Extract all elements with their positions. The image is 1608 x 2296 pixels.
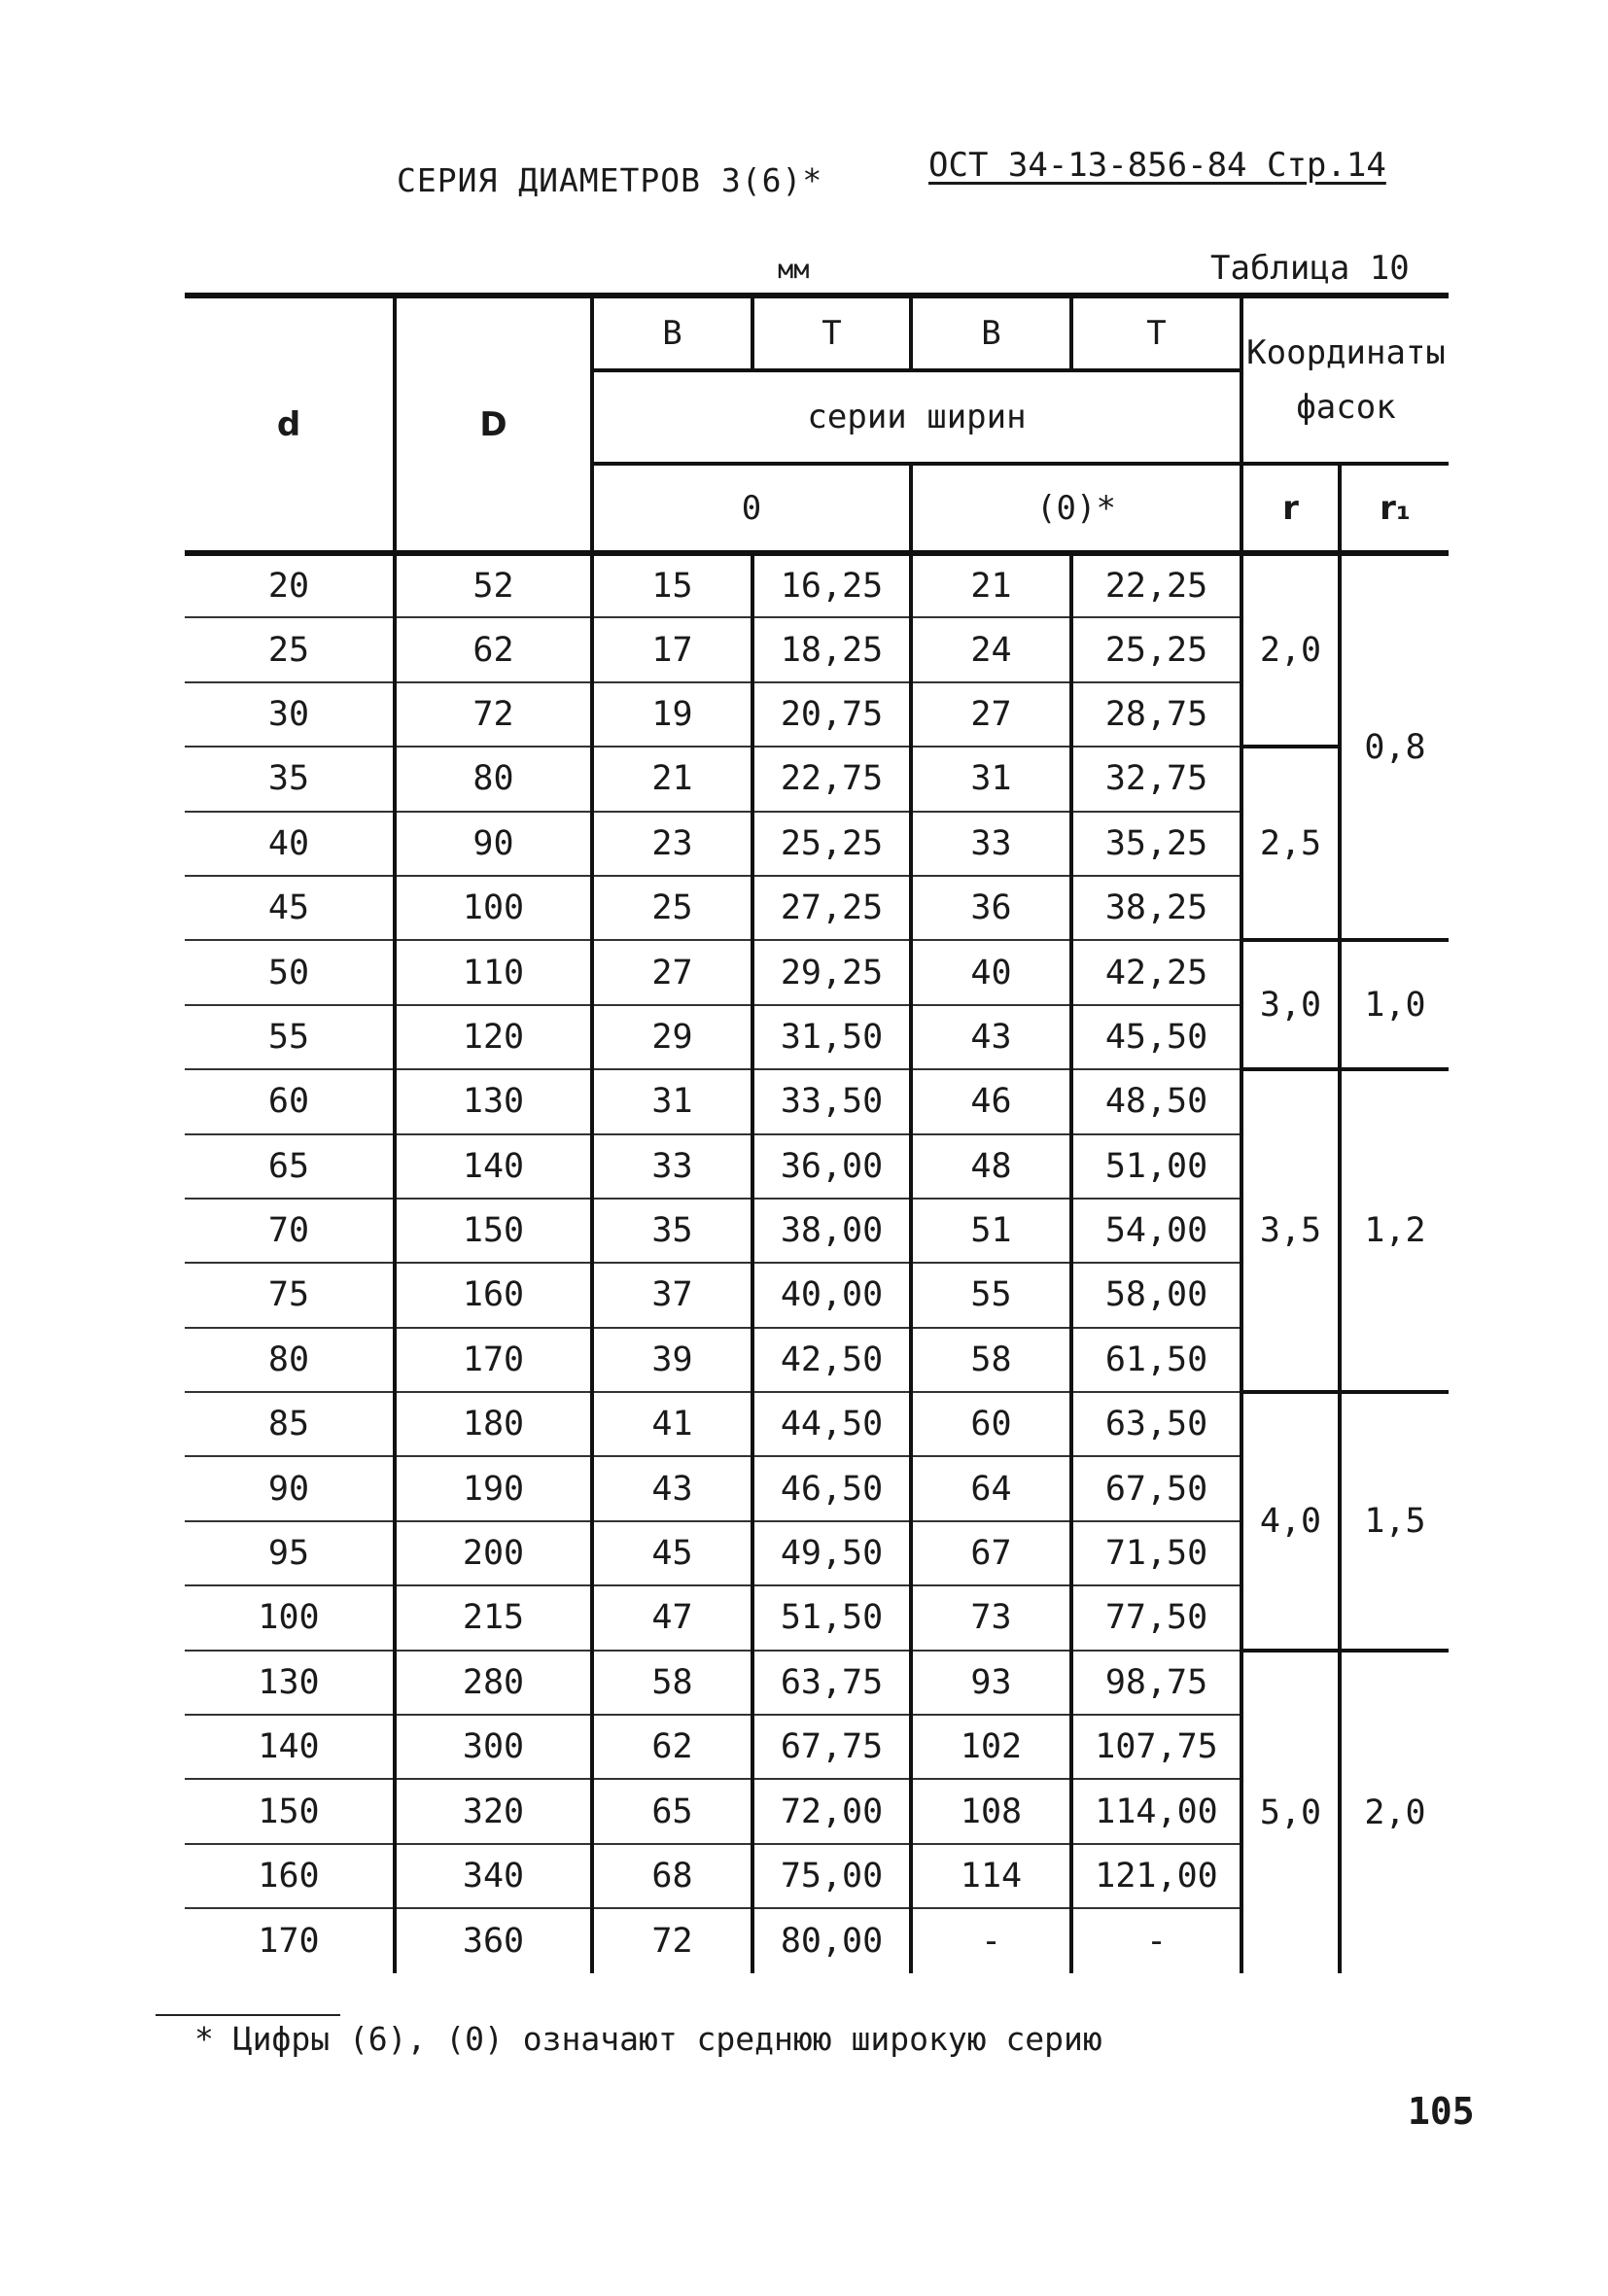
- page-number: 105: [1408, 2090, 1475, 2133]
- dimensions-table: [185, 293, 1449, 1973]
- cell-b2: 36: [911, 876, 1071, 940]
- cell-t1: 75,00: [752, 1844, 911, 1908]
- cell-t1: 42,50: [752, 1328, 911, 1392]
- cell-t2: 22,25: [1071, 553, 1241, 617]
- cell-b2: 64: [911, 1456, 1071, 1520]
- cell-b1: 43: [592, 1456, 752, 1520]
- table-row: [185, 940, 1449, 1004]
- cell-b2: 51: [911, 1199, 1071, 1263]
- cell-t2: 71,50: [1071, 1521, 1241, 1585]
- cell-d: 40: [185, 812, 395, 876]
- cell-d: 50: [185, 940, 395, 1004]
- footnote-rule: [156, 2014, 340, 2016]
- header-width-series: серии ширин: [592, 370, 1241, 464]
- cell-d: 215: [395, 1585, 592, 1650]
- cell-d: 80: [185, 1328, 395, 1392]
- series-title: СЕРИЯ ДИАМЕТРОВ 3(6)*: [397, 161, 823, 199]
- cell-d: 140: [185, 1715, 395, 1779]
- cell-t1: 63,75: [752, 1651, 911, 1715]
- cell-b1: 23: [592, 812, 752, 876]
- cell-t1: 67,75: [752, 1715, 911, 1779]
- cell-d: 45: [185, 876, 395, 940]
- table-row: [185, 1069, 1449, 1133]
- cell-b2: 108: [911, 1779, 1071, 1843]
- header-t1: T: [752, 296, 911, 370]
- header-coord-line2: фасок: [1296, 388, 1396, 427]
- table-body: [185, 553, 1449, 1973]
- header-d: d: [185, 296, 395, 553]
- cell-b2: 48: [911, 1134, 1071, 1199]
- cell-t2: 58,00: [1071, 1263, 1241, 1327]
- cell-t1: 27,25: [752, 876, 911, 940]
- cell-r1: 1,2: [1340, 1069, 1449, 1392]
- cell-b2: 67: [911, 1521, 1071, 1585]
- cell-r: 4,0: [1241, 1392, 1340, 1651]
- cell-r: 5,0: [1241, 1651, 1340, 1973]
- cell-d: 180: [395, 1392, 592, 1456]
- cell-d: 25: [185, 617, 395, 681]
- cell-t2: 114,00: [1071, 1779, 1241, 1843]
- table-row: [185, 1392, 1449, 1456]
- cell-b2: 93: [911, 1651, 1071, 1715]
- cell-r1: 2,0: [1340, 1651, 1449, 1973]
- cell-d: 150: [395, 1199, 592, 1263]
- cell-d: 35: [185, 747, 395, 811]
- cell-t1: 49,50: [752, 1521, 911, 1585]
- cell-b1: 25: [592, 876, 752, 940]
- cell-t1: 72,00: [752, 1779, 911, 1843]
- cell-d: 360: [395, 1908, 592, 1972]
- header-r: r: [1241, 464, 1340, 553]
- cell-t1: 29,25: [752, 940, 911, 1004]
- cell-t2: -: [1071, 1908, 1241, 1972]
- cell-b1: 19: [592, 682, 752, 747]
- header-b2: B: [911, 296, 1071, 370]
- cell-d: 70: [185, 1199, 395, 1263]
- header-r1: r₁: [1340, 464, 1449, 553]
- cell-b2: 60: [911, 1392, 1071, 1456]
- cell-r: 3,5: [1241, 1069, 1340, 1392]
- cell-d: 130: [395, 1069, 592, 1133]
- header-t2: T: [1071, 296, 1241, 370]
- cell-t1: 22,75: [752, 747, 911, 811]
- cell-b1: 39: [592, 1328, 752, 1392]
- cell-d: 90: [185, 1456, 395, 1520]
- cell-b2: 114: [911, 1844, 1071, 1908]
- cell-t1: 18,25: [752, 617, 911, 681]
- cell-b2: 55: [911, 1263, 1071, 1327]
- cell-t2: 51,00: [1071, 1134, 1241, 1199]
- cell-d: 340: [395, 1844, 592, 1908]
- cell-d: 130: [185, 1651, 395, 1715]
- cell-b1: 37: [592, 1263, 752, 1327]
- cell-t1: 33,50: [752, 1069, 911, 1133]
- table-row: [185, 553, 1449, 617]
- cell-t2: 61,50: [1071, 1328, 1241, 1392]
- cell-b2: -: [911, 1908, 1071, 1972]
- header-D: D: [395, 296, 592, 553]
- cell-b1: 15: [592, 553, 752, 617]
- cell-d: 60: [185, 1069, 395, 1133]
- cell-b1: 33: [592, 1134, 752, 1199]
- header-series-0-star: (0)*: [911, 464, 1241, 553]
- cell-t2: 98,75: [1071, 1651, 1241, 1715]
- cell-t1: 44,50: [752, 1392, 911, 1456]
- cell-t1: 46,50: [752, 1456, 911, 1520]
- cell-d: 140: [395, 1134, 592, 1199]
- cell-d: 95: [185, 1521, 395, 1585]
- cell-t1: 80,00: [752, 1908, 911, 1972]
- cell-d: 30: [185, 682, 395, 747]
- cell-t2: 121,00: [1071, 1844, 1241, 1908]
- cell-b2: 40: [911, 940, 1071, 1004]
- footnote: * Цифры (6), (0) означают среднюю широкую серию: [194, 2020, 1102, 2058]
- cell-r1: 1,0: [1340, 940, 1449, 1069]
- cell-b1: 27: [592, 940, 752, 1004]
- cell-b2: 27: [911, 682, 1071, 747]
- cell-t1: 36,00: [752, 1134, 911, 1199]
- cell-t2: 63,50: [1071, 1392, 1241, 1456]
- cell-b2: 102: [911, 1715, 1071, 1779]
- cell-d: 170: [258, 1921, 320, 1961]
- cell-b2: 43: [911, 1005, 1071, 1069]
- cell-b1: 47: [592, 1585, 752, 1650]
- cell-t2: 67,50: [1071, 1456, 1241, 1520]
- cell-d: 120: [395, 1005, 592, 1069]
- cell-d: 65: [185, 1134, 395, 1199]
- cell-t2: 28,75: [1071, 682, 1241, 747]
- cell-t2: 77,50: [1071, 1585, 1241, 1650]
- header-b1: B: [592, 296, 752, 370]
- cell-b1: 65: [592, 1779, 752, 1843]
- cell-r: 2,0: [1241, 553, 1340, 747]
- cell-d: 72: [395, 682, 592, 747]
- cell-d: 85: [185, 1392, 395, 1456]
- cell-b2: 21: [911, 553, 1071, 617]
- header-coord-line1: Координаты: [1246, 333, 1446, 372]
- cell-r1: 0,8: [1340, 553, 1449, 940]
- cell-b1: 21: [592, 747, 752, 811]
- cell-b1: 35: [592, 1199, 752, 1263]
- cell-t2: 32,75: [1071, 747, 1241, 811]
- cell-b2: 24: [911, 617, 1071, 681]
- cell-t2: 38,25: [1071, 876, 1241, 940]
- cell-t1: 25,25: [752, 812, 911, 876]
- cell-d: 52: [395, 553, 592, 617]
- cell-b1: 31: [592, 1069, 752, 1133]
- cell-r: 2,5: [1241, 747, 1340, 940]
- cell-t1: 38,00: [752, 1199, 911, 1263]
- cell-t2: 42,25: [1071, 940, 1241, 1004]
- cell-d: 200: [395, 1521, 592, 1585]
- cell-d: 110: [395, 940, 592, 1004]
- table-row: [185, 747, 1449, 811]
- cell-d: 100: [395, 876, 592, 940]
- cell-t2: 107,75: [1071, 1715, 1241, 1779]
- header-series-0: 0: [592, 464, 911, 553]
- cell-b2: 46: [911, 1069, 1071, 1133]
- cell-t1: 20,75: [752, 682, 911, 747]
- cell-b2: 31: [911, 747, 1071, 811]
- cell-b1: 72: [592, 1908, 752, 1972]
- cell-b1: 62: [592, 1715, 752, 1779]
- table-label: Таблица 10: [1210, 249, 1410, 288]
- cell-t2: 35,25: [1071, 812, 1241, 876]
- table-row: [185, 1651, 1449, 1715]
- cell-t2: 25,25: [1071, 617, 1241, 681]
- standard-reference: ОСТ 34-13-856-84 Стр.14: [928, 146, 1386, 185]
- cell-b2: 33: [911, 812, 1071, 876]
- cell-d: 100: [185, 1585, 395, 1650]
- cell-b2: 73: [911, 1585, 1071, 1650]
- cell-d: 80: [395, 747, 592, 811]
- cell-d: 150: [185, 1779, 395, 1843]
- cell-b1: 68: [592, 1844, 752, 1908]
- cell-d: 62: [395, 617, 592, 681]
- cell-b1: 29: [592, 1005, 752, 1069]
- cell-d: 160: [185, 1844, 395, 1908]
- cell-b2: 58: [911, 1328, 1071, 1392]
- cell-b1: 17: [592, 617, 752, 681]
- cell-t1: 31,50: [752, 1005, 911, 1069]
- cell-d: 160: [395, 1263, 592, 1327]
- cell-d: 280: [395, 1651, 592, 1715]
- cell-d: 170: [395, 1328, 592, 1392]
- cell-t1: 51,50: [752, 1585, 911, 1650]
- cell-t1: 40,00: [752, 1263, 911, 1327]
- cell-r1: 1,5: [1340, 1392, 1449, 1651]
- cell-d: 320: [395, 1779, 592, 1843]
- cell-d: 55: [185, 1005, 395, 1069]
- cell-d: 90: [395, 812, 592, 876]
- cell-t2: 48,50: [1071, 1069, 1241, 1133]
- cell-t2: 45,50: [1071, 1005, 1241, 1069]
- header-chamfer-coordinates: [1241, 296, 1449, 464]
- cell-t1: 16,25: [752, 553, 911, 617]
- cell-r: 3,0: [1241, 940, 1340, 1069]
- cell-d: 190: [395, 1456, 592, 1520]
- cell-b1: 41: [592, 1392, 752, 1456]
- cell-b1: 45: [592, 1521, 752, 1585]
- cell-t2: 54,00: [1071, 1199, 1241, 1263]
- cell-b1: 58: [592, 1651, 752, 1715]
- cell-d: 75: [185, 1263, 395, 1327]
- cell-d: 300: [395, 1715, 592, 1779]
- units-label: мм: [778, 255, 810, 285]
- cell-d: 20: [185, 553, 395, 617]
